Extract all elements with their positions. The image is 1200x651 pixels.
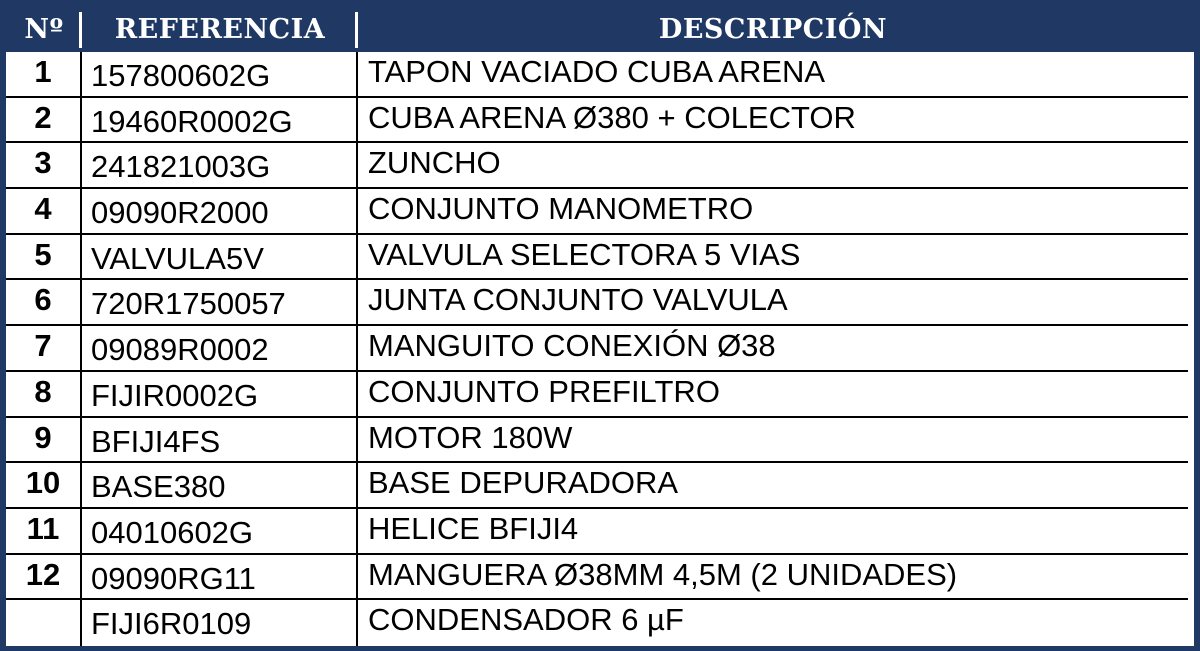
row-reference: 720R1750057: [82, 280, 358, 326]
row-reference: 09090R2000: [82, 189, 358, 235]
row-reference: 04010602G: [82, 509, 358, 555]
row-number: 3: [6, 143, 82, 189]
row-reference: 09089R0002: [82, 326, 358, 372]
row-number: 10: [6, 463, 82, 509]
row-reference: FIJI6R0109: [82, 600, 358, 646]
row-reference: VALVULA5V: [82, 235, 358, 281]
row-number: 9: [6, 418, 82, 464]
row-reference: FIJIR0002G: [82, 372, 358, 418]
row-description: ZUNCHO: [358, 143, 1188, 189]
row-description: BASE DEPURADORA: [358, 463, 1188, 509]
row-reference: 09090RG11: [82, 555, 358, 601]
row-description: MOTOR 180W: [358, 418, 1188, 464]
row-number: 8: [6, 372, 82, 418]
row-description: JUNTA CONJUNTO VALVULA: [358, 280, 1188, 326]
row-description: MANGUITO CONEXIÓN Ø38: [358, 326, 1188, 372]
row-number: [6, 600, 82, 646]
header-description: DESCRIPCIÓN: [658, 13, 888, 45]
table-header: [6, 6, 1194, 52]
row-description: CONDENSADOR 6 µF: [368, 602, 684, 638]
row-number: 12: [6, 555, 82, 601]
row-reference: 157800602G: [82, 52, 358, 98]
header-reference-label: REFERENCIA: [114, 13, 326, 45]
row-description: MANGUERA Ø38MM 4,5M (2 UNIDADES): [358, 555, 1188, 601]
row-reference: BASE380: [82, 463, 358, 509]
row-number: 1: [6, 52, 82, 98]
row-reference: 241821003G: [82, 143, 358, 189]
row-number: 6: [6, 280, 82, 326]
row-description: TAPON VACIADO CUBA ARENA: [358, 52, 1188, 98]
row-description: CONJUNTO MANOMETRO: [358, 189, 1188, 235]
row-number: 5: [6, 235, 82, 281]
row-number: 2: [6, 98, 82, 144]
table-body: [6, 52, 1194, 646]
row-description: CONJUNTO PREFILTRO: [358, 372, 1188, 418]
row-description: CUBA ARENA Ø380 + COLECTOR: [358, 98, 1188, 144]
row-number: 11: [6, 509, 82, 555]
row-number: 4: [6, 189, 82, 235]
row-reference: 19460R0002G: [82, 98, 358, 144]
row-description: VALVULA SELECTORA 5 VIAS: [358, 235, 1188, 281]
row-reference: BFIJI4FS: [82, 418, 358, 464]
header-number: Nº: [6, 6, 82, 52]
row-number: 7: [6, 326, 82, 372]
header-reference: [82, 6, 358, 52]
row-description: HELICE BFIJI4: [358, 509, 1188, 555]
